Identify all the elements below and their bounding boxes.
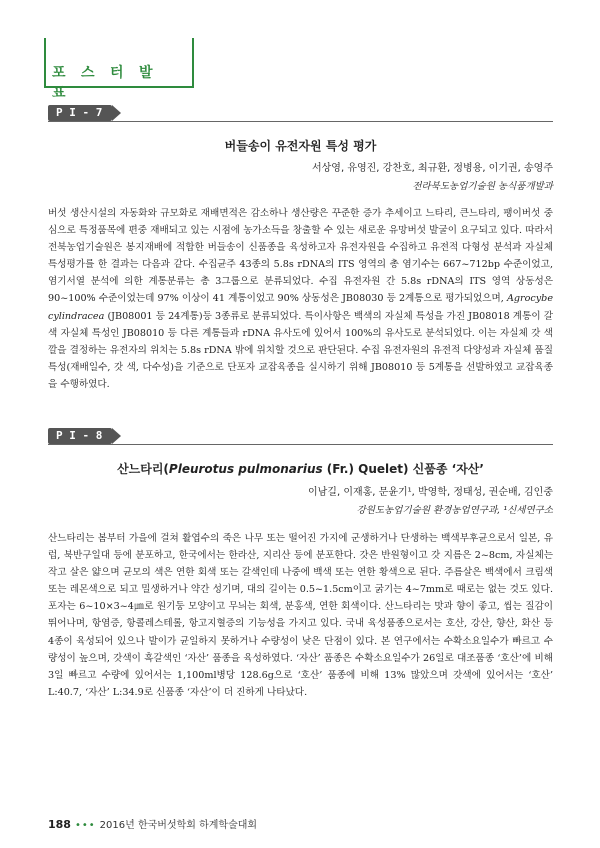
- header-char: 발: [139, 65, 153, 81]
- page-footer: [48, 816, 257, 831]
- paper-abstract: [48, 205, 553, 393]
- section-code-badge: P I - 7: [48, 105, 112, 121]
- header-title: [52, 62, 194, 102]
- paper-title: [48, 460, 553, 477]
- header-char: 스: [81, 65, 95, 81]
- species-name: Pleurotus pulmonarius: [168, 462, 323, 476]
- title-text: (Fr.) Quelet) 신품종 ‘자산’: [322, 462, 484, 476]
- section-divider: [48, 121, 553, 122]
- header-char: 표: [52, 85, 66, 101]
- header-rule-left: [44, 38, 46, 88]
- conference-name: 2016년 한국버섯학회 하계학술대회: [99, 820, 258, 831]
- paper-title: 버들송이 유전자원 특성 평가: [224, 139, 377, 153]
- section-divider: [48, 444, 553, 445]
- paper-affiliation: 전라북도농업기술원 농식품개발과: [412, 181, 553, 192]
- paper-authors: 서상영, 유영진, 강찬호, 최규환, 정병용, 이기권, 송영주: [311, 163, 553, 174]
- section-code-badge: P I - 8: [48, 428, 112, 444]
- footer-dots: •••: [74, 820, 96, 831]
- section-header: [44, 38, 194, 101]
- header-char: 포: [52, 65, 66, 81]
- paper-affiliation: 강원도농업기술원 환경농업연구과, ¹신세연구소: [356, 505, 553, 516]
- page-number: 188: [48, 818, 71, 831]
- header-char: 터: [110, 65, 124, 81]
- paper-authors: 이남길, 이재홍, 문윤기¹, 박영학, 정태성, 권순배, 김인중: [307, 487, 553, 498]
- abstract-text: (JB08001 등 24계통)등 3종류로 분류되었다. 특이사항은 백색의 자실체 특성을 가진 JB08018 계통이 갈색 자실체 특성인 JB08010 등 다른 계통들과 rDNA 유사도에 있어서 100%의 유사도로 분석되었다. 이는 자실체 갓 색깔을 결정하는 유전자의 위치는 5.8s rDNA 밖에 위치할 것으로 판단된다. 수집 유전자원의 유전적 다양성과 자실체 품질특성(재배일수, 갓 색, 다수성)을 기준으로 단포자 교잡육종을 실시하기 위해 JB08010 등 5계통을 선발하였고 교잡육종을 수행하였다.: [48, 310, 553, 390]
- paper-abstract: 산느타리는 봄부터 가을에 걸쳐 활엽수의 죽은 나무 또는 떨어진 가지에 군생하거나 단생하는 백색부후균으로서 일본, 유럽, 북반구일대 등에 분포하고, 한국에서는 한라산, 지리산 등에 분포한다. 갓은 반원형이고 갓 지름은 2~8cm, 자실체는 작고 살은 얇으며 균모의 색은 연한 회색 또는 갈색인데 나중에 백색 또는 연한 황색으로 된다. 주름살은 백색에서 크림색 또는 레몬색으로 되고 밀생하거나 약간 성기며, 대의 길이는 0.5~1.5cm이고 굵기는 4~7mm로 때로는 없는 것도 있다. 포자는 6~10×3~4㎛로 원기둥 모양이고 무늬는 회색, 분홍색, 연한 회색이다. 산느타리는 맛과 향이 좋고, 씹는 질감이 뛰어나며, 항염증, 항콜레스테롤, 항고지혈증의 기능성을 가지고 있다. 국내 육성품종으로서는 호산, 강산, 향산, 화산 등 4종이 육성되어 있으나 발이가 균일하지 못하거나 수량성이 낮은 단점이 있다. 본 연구에서는 수확소요일수가 빠르고 수량성이 높으며, 갓색이 흑갈색인 ‘자산’ 품종을 육성하였다. ‘자산’ 품종은 수확소요일수가 26일로 대조품종 ‘호산’에 비해 3일 빠르고 수량에 있어서는 1,100ml병당 128.6g으로 ‘호산’ 품종에 비해 13% 많았으며 갓색에 있어서는 ‘호산’ L:40.7, ‘자산’ L:34.9로 신품종 ‘자산’이 더 진하게 나타났다.: [48, 533, 553, 698]
- title-text: 산느타리(: [117, 462, 169, 476]
- abstract-text: 버섯 생산시설의 자동화와 규모화로 재배면적은 감소하나 생산량은 꾸준한 증가 추세이고 느타리, 큰느타리, 팽이버섯 중심으로 특정품목에 편중 재배되고 있는 시점에 농가소득을 창출할 수 있는 새로운 유망버섯 발굴이 요구되고 있다. 따라서 전북농업기술원은 봉지재배에 적합한 버들송이 신품종을 육성하고자 유전자원을 수집하고 유전적 다형성 분석과 자실체 특성평가를 한 결과는 다음과 같다. 수집균주 43종의 5.8s rDNA의 ITS 영역의 총 염기수는 667~712bp 수준이었고, 염기서열 분석에 의한 계통분류는 총 3그룹으로 분류되었다. 수집 유전자원 간 5.8s rDNA의 ITS 영역 상동성은 90~100% 수준이었는데 97% 이상이 41 계통이었고 90% 상동성은 JB08030 등 2계통으로 평가되었으며,: [48, 208, 553, 305]
- species-name: Agrocybe cylindracea: [48, 293, 553, 322]
